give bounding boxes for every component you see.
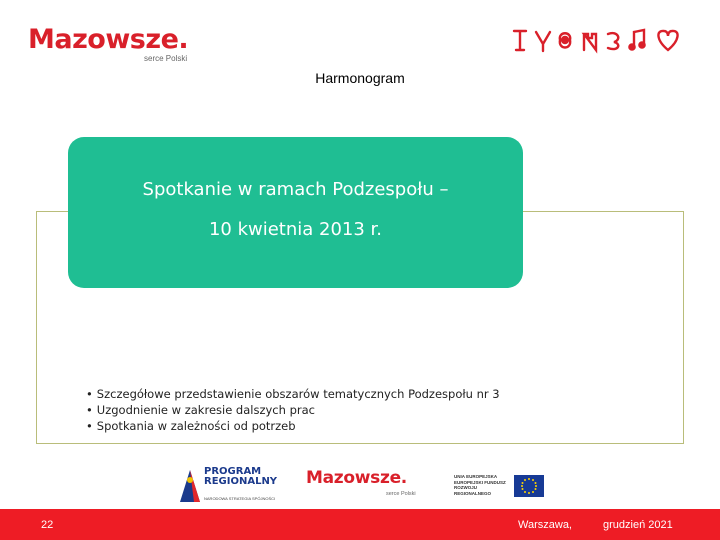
list-item: • Spotkania w zależności od potrzeb [86,419,296,433]
footer-date: grudzień 2021 [603,519,673,531]
footer-place: Warszawa, [518,519,572,531]
meeting-title: Spotkanie w ramach Podzespołu – [142,179,449,200]
list-item: • Uzgodnienie w zakresie dalszych prac [86,403,315,417]
agenda-list [86,386,500,434]
list-item: • Szczegółowe przedstawienie obszarów tematycznych Podzespołu nr 3 [86,387,500,401]
mazowsze-footer-tagline: serce Polski [386,491,416,497]
mazowsze-logo [28,24,208,64]
slide-title: Harmonogram [315,70,405,86]
figure-icon [514,31,526,50]
page-number: 22 [41,519,54,531]
bird-icon [536,32,550,51]
program-regionalny-icon [178,466,202,504]
logo-wordmark: Mazowsze. [28,24,189,55]
guitar-icon [608,33,618,49]
castle-icon [584,34,596,50]
bullet-icon: • [86,387,93,401]
bullet-icon: • [86,403,93,417]
program-tagline: NARODOWA STRATEGIA SPÓJNOŚCI [204,496,276,501]
slide-title-row [0,70,720,88]
program-regionalny-text: PROGRAM REGIONALNY [204,466,278,487]
bullet-icon: • [86,419,93,433]
funding-logos [178,466,548,506]
music-note-icon [629,30,644,50]
eu-fund-text: UNIA EUROPEJSKA EUROPEJSKI FUNDUSZ ROZWOJU REGIONALNEGO [454,474,506,496]
meeting-box [68,137,523,288]
footer-bar [0,509,720,540]
butterfly-icon [560,33,570,47]
logo-tagline: serce Polski [144,54,188,63]
meeting-date: 10 kwietnia 2013 r. [208,219,383,240]
regional-icons-strip [510,26,690,54]
eu-flag-icon [514,475,544,497]
mazowsze-footer-logo: Mazowsze. [306,468,407,488]
heart-icon [658,31,677,50]
